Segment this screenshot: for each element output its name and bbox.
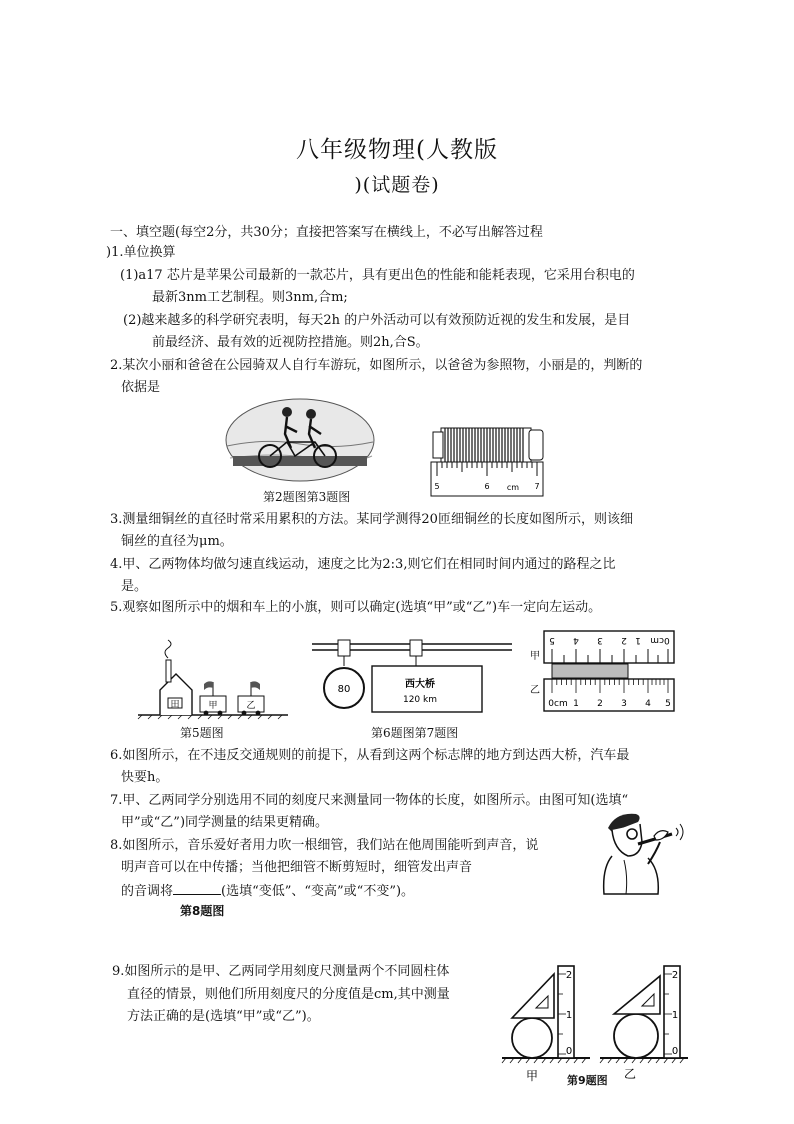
fig9-yi-scale-2: 2 xyxy=(671,970,679,981)
caption-fig2-fig3: 第2题图第3题图 xyxy=(263,490,351,504)
q2-line2: 依据是 xyxy=(121,380,161,395)
page-title: 八年级物理(人教版 xyxy=(296,137,498,163)
q1-a-line1: (1)a17 芯片是苹果公司最新的一款芯片，具有更出色的性能和能耗表现，它采用台积电的 xyxy=(120,268,635,283)
car-jia-label: 甲 xyxy=(208,701,218,711)
ruler7-bottom-1: 1 xyxy=(573,699,579,709)
caption-fig9: 第9题图 xyxy=(567,1074,608,1087)
ruler3-label-7: 7 xyxy=(534,482,540,491)
q9-line3: 方法正确的是(选填“甲”或“乙”)。 xyxy=(127,1009,320,1024)
house-label: 田 xyxy=(170,700,180,710)
q9-line1: 9.如图所示的是甲、乙两同学用刻度尺测量两个不同圆柱体 xyxy=(112,964,450,979)
q5-line1: 5.观察如图所示中的烟和车上的小旗，则可以确定(选填“甲”或“乙”)车一定向左运动。 xyxy=(110,600,602,615)
caption-fig5: 第5题图 xyxy=(180,726,224,740)
sign-destination: 西大桥 xyxy=(405,679,435,690)
fig9-jia-scale-0: 0 xyxy=(565,1046,573,1057)
q4-line2: 是。 xyxy=(121,579,148,594)
q4-line1: 4.甲、乙两物体均做匀速直线运动，速度之比为2:3,则它们在相同时间内通过的路程之比 xyxy=(110,557,616,572)
ruler7-jia-label: 甲 xyxy=(530,651,540,662)
fig9-jia-scale-2: 2 xyxy=(565,970,573,981)
ruler7-top-5: 5 xyxy=(549,635,555,645)
figure-2-tandem-bicycle xyxy=(225,398,375,483)
ruler7-top-2: 2 xyxy=(621,635,627,645)
figure-7-two-rulers xyxy=(528,627,678,715)
ruler7-top-3: 3 xyxy=(597,635,603,645)
section-header: 一、填空题(每空2分，共30分；直接把答案写在横线上，不必写出解答过程 xyxy=(110,225,543,240)
q1-b-line1: (2)越来越多的科学研究表明，每天2h 的户外活动可以有效预防近视的发生和发展，是目 xyxy=(123,313,631,328)
q8-line2: 明声音可以在中传播；当他把细管不断剪短时，细管发出声音 xyxy=(121,860,473,875)
figure-6-traffic-signs xyxy=(312,638,512,720)
ruler3-label-6: 6 xyxy=(484,482,490,491)
car-yi-label: 乙 xyxy=(246,701,256,711)
speed-limit-value: 80 xyxy=(337,684,351,695)
ruler7-yi-label: 乙 xyxy=(530,685,540,696)
fig9-yi-scale-0: 0 xyxy=(671,1046,679,1057)
q8-line3-start: 的音调将 xyxy=(121,884,174,899)
ruler7-top-1: 1 xyxy=(635,635,641,645)
ruler7-bottom-2: 2 xyxy=(597,699,603,709)
ruler7-bottom-3: 3 xyxy=(621,699,627,709)
q6-line2: 快要h。 xyxy=(121,770,169,785)
q3-line2: 铜丝的直径为μm。 xyxy=(121,534,233,549)
q8-line3 xyxy=(121,880,414,902)
ruler7-top-0cm: 0cm xyxy=(650,635,670,645)
q3-line1: 3.测量细铜丝的直径时常采用累积的方法。某同学测得20匝细铜丝的长度如图所示，则该细 xyxy=(110,512,633,527)
q7-line2: 甲”或“乙”)同学测量的结果更精确。 xyxy=(121,815,329,830)
q8-answer-blank[interactable] xyxy=(173,880,221,895)
fig9-yi-label: 乙 xyxy=(623,1067,637,1081)
q9-line2: 直径的情景，则他们所用刻度尺的分度值是cm,其中测量 xyxy=(127,987,450,1002)
q6-line1: 6.如图所示，在不违反交通规则的前提下，从看到这两个标志牌的地方到达西大桥，汽车最 xyxy=(110,748,630,763)
q8-line1: 8.如图所示，音乐爱好者用力吹一根细管，我们站在他周围能听到声音，说 xyxy=(110,838,539,853)
figure-3-coil-ruler xyxy=(425,418,545,498)
ruler3-label-unit: cm xyxy=(506,483,520,492)
figure-5-house-cars xyxy=(138,640,288,720)
figure-8-musician-blowing-tube xyxy=(598,806,688,896)
page-subtitle: )(试题卷) xyxy=(354,174,440,196)
caption-fig6-fig7: 第6题图第7题图 xyxy=(371,726,459,740)
q1-a-line2: 最新3nm工艺制程。则3nm,合m; xyxy=(152,290,348,305)
caption-fig8: 第8题图 xyxy=(180,904,225,918)
q1-b-line2: 前最经济、最有效的近视防控措施。则2h,合S。 xyxy=(152,335,429,350)
ruler7-bottom-0cm: 0cm xyxy=(548,699,568,709)
fig9-yi-scale-1: 1 xyxy=(671,1010,679,1021)
ruler7-top-4: 4 xyxy=(573,635,579,645)
sign-distance: 120 km xyxy=(402,695,438,705)
fig9-jia-scale-1: 1 xyxy=(565,1010,573,1021)
fig9-jia-label: 甲 xyxy=(525,1069,539,1083)
q8-line3-end: (选填“变低”、“变高”或“不变”)。 xyxy=(221,884,415,899)
ruler3-label-5: 5 xyxy=(434,482,440,491)
ruler7-bottom-4: 4 xyxy=(645,699,651,709)
ruler7-bottom-5: 5 xyxy=(665,699,671,709)
q2-line1: 2.某次小丽和爸爸在公园骑双人自行车游玩，如图所示，以爸爸为参照物，小丽是的，判断的 xyxy=(110,358,643,373)
q7-line1: 7.甲、乙两同学分别选用不同的刻度尺来测量同一物体的长度，如图所示。由图可知(选填“ xyxy=(110,793,629,808)
q1-intro: )1.单位换算 xyxy=(106,245,176,260)
